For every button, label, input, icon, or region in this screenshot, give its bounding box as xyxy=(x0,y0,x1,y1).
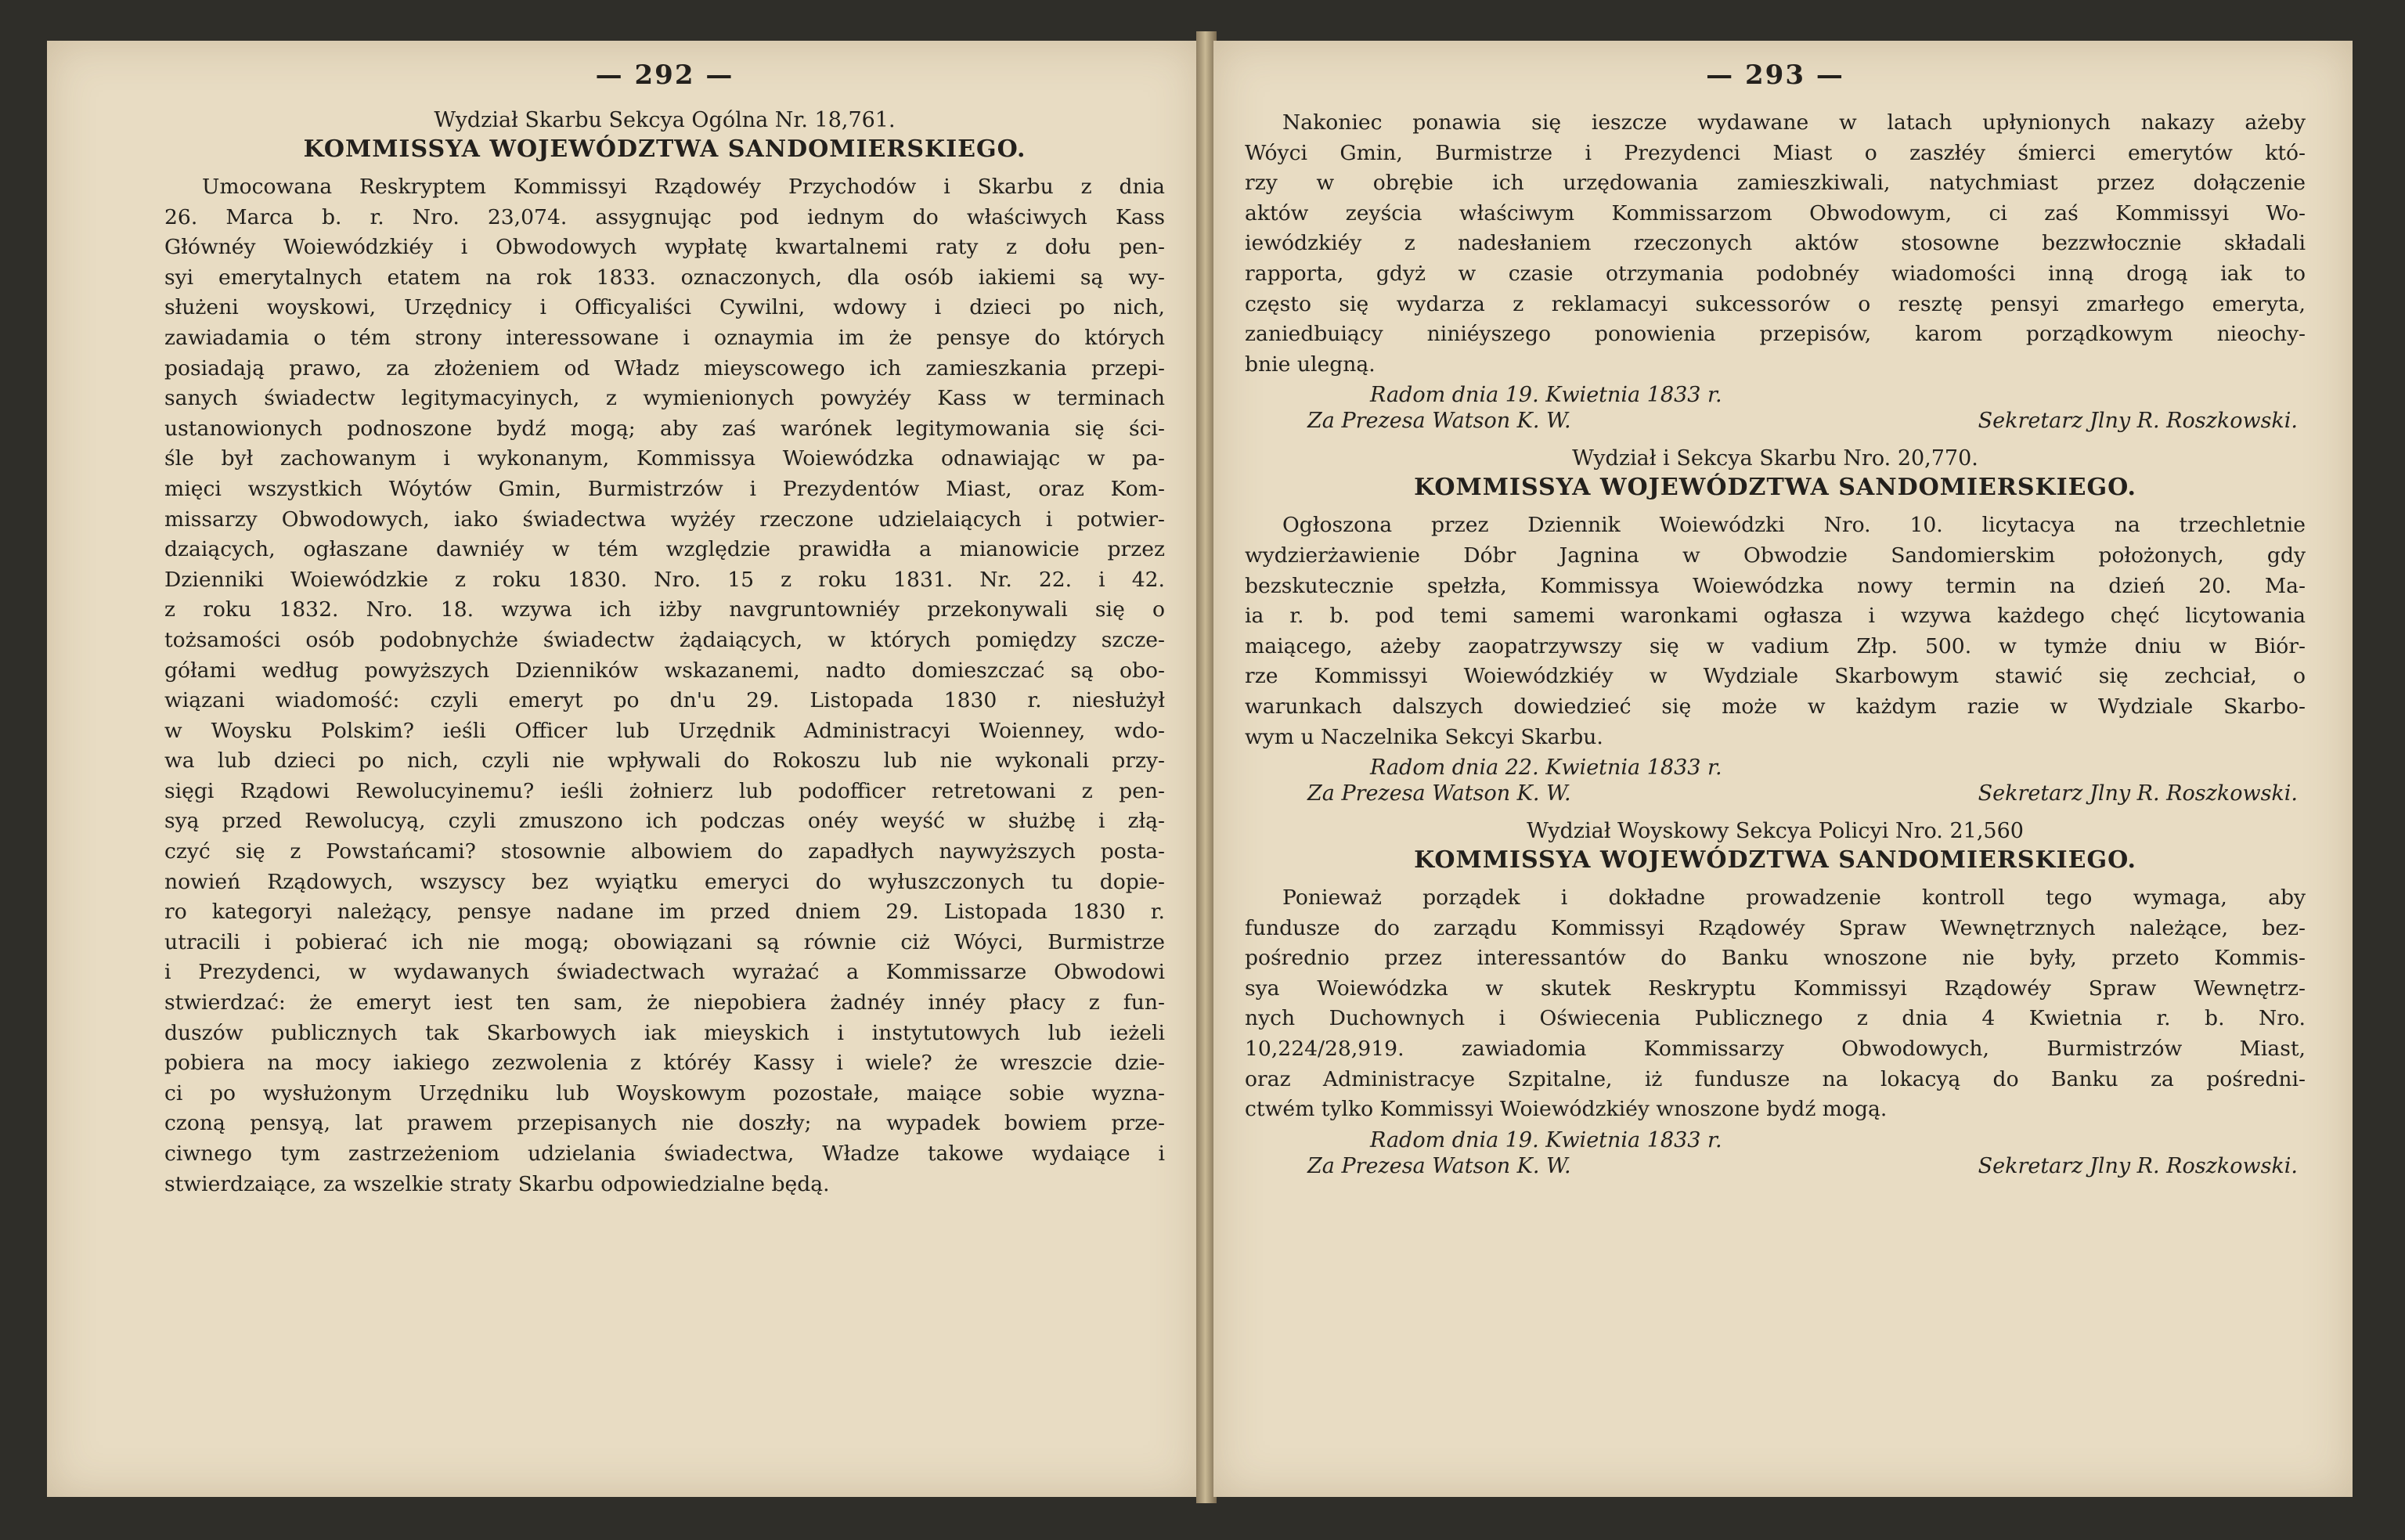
text-line: gółami według powyższych Dzienników wskazanemi, nadto domieszczać są obo- xyxy=(164,658,1165,683)
text-line: syą przed Rewolucyą, czyli zmuszono ich podczas onéy weyść w służbę i złą- xyxy=(164,809,1165,834)
left-page-number: — 292 — xyxy=(595,60,734,91)
text-line: wiązani wiadomość: czyli emeryt po dn'u 29. Listopada 1830 r. niesłużył xyxy=(164,688,1165,713)
text-line: często się wydarza z reklamacyi sukcessorów o resztę pensyi zmarłego emeryta, xyxy=(1245,291,2306,316)
right-intro-body xyxy=(1245,108,2306,380)
text-line: missarzy Obwodowych, iako świadectwa wyżéy rzeczone udzielaiących i potwier- xyxy=(164,507,1165,532)
intro-date: Radom dnia 19. Kwietnia 1833 r. xyxy=(1370,383,1722,408)
notice2-secretary: Sekretarz Jlny R. Roszkowski. xyxy=(1978,781,2298,806)
text-line: śle był zachowanym i wykonanym, Kommissya Woiewódzka odnawiając w pa- xyxy=(164,446,1165,471)
text-line: dzaiących, ogłaszane dawniéy w tém względzie prawidła a mianowicie przez xyxy=(164,537,1165,562)
text-line: ia r. b. pod temi samemi waronkami ogłasza i wzywa każdego chęć licytowania xyxy=(1245,604,2306,629)
text-line: syi emerytalnych etatem na rok 1833. oznaczonych, dla osób iakiemi są wy- xyxy=(164,265,1165,290)
text-line: zawiadamia o tém strony interessowane i oznaymia im że pensye do których xyxy=(164,325,1165,350)
text-line: Ogłoszona przez Dziennik Woiewódzki Nro. 10. licytacya na trzechletnie xyxy=(1282,513,2306,538)
text-line: iewódzkiéy z nadesłaniem rzeczonych aktów stosowne bezzwłocznie składali xyxy=(1245,231,2306,256)
text-line: ustanowionych podnoszone bydź mogą; aby zaś warónek legitymowania się ści- xyxy=(164,416,1165,441)
text-line: mięci wszystkich Wóytów Gmin, Burmistrzów i Prezydentów Miast, oraz Kom- xyxy=(164,476,1165,501)
text-line: bnie ulegną. xyxy=(1245,352,1376,377)
text-line: bezskutecznie spełzła, Kommissya Woiewódzka nowy termin na dzień 20. Ma- xyxy=(1245,573,2306,598)
text-line: maiącego, ażeby zaopatrzywszy się w vadium Złp. 500. w tymże dniu w Biór- xyxy=(1245,633,2306,658)
text-line: tożsamości osób podobnychże świadectw żądaiących, w których pomiędzy szcze- xyxy=(164,627,1165,652)
notice3-commission-heading: KOMMISSYA WOJEWÓDZTWA SANDOMIERSKIEGO. xyxy=(1414,846,2136,875)
text-line: Ponieważ porządek i dokładne prowadzenie kontroll tego wymaga, aby xyxy=(1282,885,2306,911)
text-line: nowień Rządowych, wszyscy bez wyiątku emeryci do wyłuszczonych tu dopie- xyxy=(164,869,1165,894)
text-line: rapporta, gdyż w czasie otrzymania podobnéy wiadomości inną drogą iak to xyxy=(1245,261,2306,286)
notice3-body xyxy=(1245,883,2306,1125)
left-page xyxy=(47,41,1199,1497)
text-line: pośrednio przez interessantów do Banku wnoszone nie były, przeto Kommis- xyxy=(1245,946,2306,971)
notice2-president: Za Prezesa Watson K. W. xyxy=(1307,781,1571,806)
notice2-department-heading: Wydział i Sekcya Skarbu Nro. 20,770. xyxy=(1572,446,1978,471)
text-line: czyć się z Powstańcami? stosownie albowiem do zapadłych naywyższych posta- xyxy=(164,839,1165,864)
left-notice-body xyxy=(164,172,1165,1199)
notice3-signatures xyxy=(1245,1154,2306,1185)
text-line: ci po wysłużonym Urzędniku lub Woyskowym pozostałe, maiące sobie wyzna- xyxy=(164,1080,1165,1105)
text-line: warunkach dalszych dowiedzieć się może w każdym razie w Wydziale Skarbo- xyxy=(1245,694,2306,719)
notice3-president: Za Prezesa Watson K. W. xyxy=(1307,1153,1571,1178)
text-line: ciwnego tym zastrzeżeniom udzielania świadectwa, Władze takowe wydaiące i xyxy=(164,1141,1165,1166)
text-line: Umocowana Reskryptem Kommissyi Rządowéy Przychodów i Skarbu z dnia xyxy=(202,175,1165,199)
notice3-secretary: Sekretarz Jlny R. Roszkowski. xyxy=(1978,1153,2298,1178)
text-line: posiadają prawo, za złożeniem od Władz mieyscowego ich zamieszkania przepi- xyxy=(164,355,1165,380)
intro-secretary: Sekretarz Jlny R. Roszkowski. xyxy=(1978,409,2298,434)
text-line: czoną pensyą, lat prawem przepisanych nie doszły; na wypadek bowiem prze- xyxy=(164,1111,1165,1136)
text-line: Głównéy Woiewódzkiéy i Obwodowych wypłatę kwartalnemi raty z dołu pen- xyxy=(164,235,1165,260)
left-commission-heading: KOMMISSYA WOJEWÓDZTWA SANDOMIERSKIEGO. xyxy=(303,135,1026,163)
text-line: ro kategoryi należący, pensye nadane im przed dniem 29. Listopada 1830 r. xyxy=(164,900,1165,925)
text-line: z roku 1832. Nro. 18. wzywa ich iżby navgruntowniéy przekonywali się o xyxy=(164,597,1165,622)
notice2-body xyxy=(1245,510,2306,752)
left-department-heading: Wydział Skarbu Sekcya Ogólna Nr. 18,761. xyxy=(434,108,896,132)
text-line: ctwém tylko Kommissyi Woiewódzkiéy wnoszone bydź mogą. xyxy=(1245,1097,1888,1122)
text-line: 26. Marca b. r. Nro. 23,074. assygnując pod iednym do właściwych Kass xyxy=(164,204,1165,229)
text-line: oraz Administracye Szpitalne, iż fundusze na lokacyą do Banku za pośredni- xyxy=(1245,1066,2306,1091)
text-line: 10,224/28,919. zawiadomia Kommissarzy Obwodowych, Burmistrzów Miast, xyxy=(1245,1037,2306,1062)
text-line: utracili i pobierać ich nie mogą; obowiązani są równie ciż Wóyci, Burmistrze xyxy=(164,929,1165,954)
text-line: sya Woiewódzka w skutek Reskryptu Kommissyi Rządowéy Spraw Wewnętrz- xyxy=(1245,976,2306,1001)
text-line: rzy w obrębie ich urzędowania zamieszkiwali, natychmiast przez dołączenie xyxy=(1245,171,2306,196)
right-page xyxy=(1213,41,2353,1497)
notice2-commission-heading: KOMMISSYA WOJEWÓDZTWA SANDOMIERSKIEGO. xyxy=(1414,474,2136,502)
notice2-signatures xyxy=(1245,781,2306,813)
text-line: Dzienniki Woiewódzkie z roku 1830. Nro. 15 z roku 1831. Nr. 22. i 42. xyxy=(164,567,1165,592)
text-line: aktów zeyścia właściwym Kommissarzom Obwodowym, ci zaś Kommissyi Wo- xyxy=(1245,200,2306,225)
text-line: i Prezydenci, w wydawanych świadectwach wyrażać a Kommissarze Obwodowi xyxy=(164,960,1165,985)
text-line: duszów publicznych tak Skarbowych iak mieyskich i instytutowych lub ieżeli xyxy=(164,1020,1165,1045)
text-line: wa lub dzieci po nich, czyli nie wpływali do Rokoszu lub nie wykonali przy- xyxy=(164,748,1165,774)
text-line: Wóyci Gmin, Burmistrze i Prezydenci Miast o zaszłéy śmierci emerytów któ- xyxy=(1245,140,2306,165)
right-page-number: — 293 — xyxy=(1706,60,1844,91)
text-line: fundusze do zarządu Kommissyi Rządowéy Spraw Wewnętrznych należące, bez- xyxy=(1245,915,2306,940)
intro-signatures xyxy=(1245,409,2306,440)
intro-president: Za Prezesa Watson K. W. xyxy=(1307,409,1571,434)
text-line: rze Kommissyi Woiewódzkiéy w Wydziale Skarbowym stawić się zechciał, o xyxy=(1245,664,2306,689)
text-line: służeni woyskowi, Urzędnicy i Officyaliści Cywilni, wdowy i dzieci po nich, xyxy=(164,295,1165,320)
text-line: nych Duchownych i Oświecenia Publicznego z dnia 4 Kwietnia r. b. Nro. xyxy=(1245,1006,2306,1031)
text-line: sięgi Rządowi Rewolucyinemu? ieśli żołnierz lub podofficer retretowani z pen- xyxy=(164,778,1165,803)
notice2-date: Radom dnia 22. Kwietnia 1833 r. xyxy=(1370,756,1722,781)
text-line: w Woysku Polskim? ieśli Officer lub Urzędnik Administracyi Woienney, wdo- xyxy=(164,718,1165,743)
text-line: pobiera na mocy iakiego zezwolenia z któréy Kassy i wiele? że wreszcie dzie- xyxy=(164,1051,1165,1076)
text-line: stwierdzaiące, za wszelkie straty Skarbu odpowiedzialne będą. xyxy=(164,1171,830,1196)
text-line: sanych świadectw legitymacyinych, z wymienionych powyżéy Kass w terminach xyxy=(164,386,1165,411)
notice3-date: Radom dnia 19. Kwietnia 1833 r. xyxy=(1370,1127,1722,1152)
notice3-department-heading: Wydział Woyskowy Sekcya Policyi Nro. 21,560 xyxy=(1527,819,2024,844)
text-line: stwierdzać: że emeryt iest ten sam, że niepobiera żadnéy innéy płacy z fun- xyxy=(164,990,1165,1015)
text-line: zaniedbuiący niniéyszego ponowienia przepisów, karom porządkowym nieochy- xyxy=(1245,322,2306,347)
text-line: wym u Naczelnika Sekcyi Skarbu. xyxy=(1245,724,1603,749)
text-line: wydzierżawienie Dóbr Jagnina w Obwodzie Sandomierskim położonych, gdy xyxy=(1245,543,2306,568)
text-line: Nakoniec ponawia się ieszcze wydawane w latach upłynionych nakazy ażeby xyxy=(1282,110,2306,135)
